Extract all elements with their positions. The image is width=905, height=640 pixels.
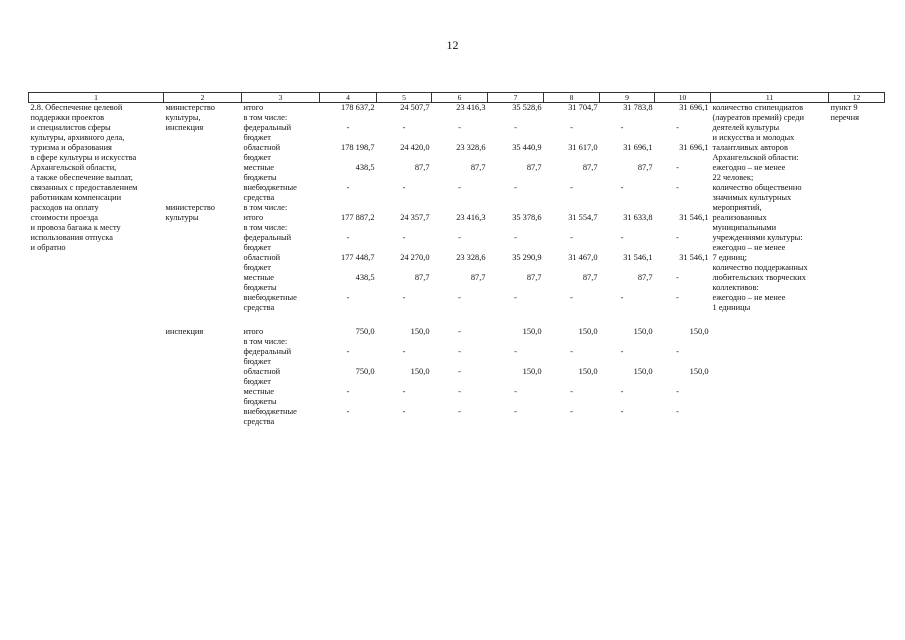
table-body — [29, 103, 885, 428]
amount-cell: 150,0 — [410, 327, 430, 336]
amount-cell — [655, 113, 711, 123]
amount-cell: 438,5 — [355, 163, 375, 172]
amount-cell: - — [402, 293, 406, 302]
funding-source-label: в том числе: — [243, 113, 288, 122]
amount-cell: - — [620, 183, 624, 192]
amount-cell: 23 328,6 — [456, 143, 486, 152]
amount-cell: 177 887,2 — [341, 213, 375, 222]
amount-cell: 31 696,1 — [679, 103, 709, 112]
amount-cell — [320, 223, 377, 233]
amount-cell: - — [458, 293, 461, 302]
amount-cell: - — [458, 367, 461, 376]
amount-cell: - — [402, 183, 406, 192]
amount-cell: 24 270,0 — [400, 253, 430, 262]
amount-cell — [488, 223, 544, 233]
amount-cell: 150,0 — [578, 327, 598, 336]
executor-cell: министерство культуры, инспекция — [165, 103, 215, 132]
executor-cell: инспекция — [165, 327, 204, 336]
amount-cell: 24 357,7 — [400, 213, 430, 222]
amount-cell: - — [514, 233, 517, 242]
amount-cell: - — [620, 233, 624, 242]
funding-source-label: внебюджетные средства — [243, 407, 297, 426]
amount-cell — [432, 223, 488, 233]
page-number: 12 — [446, 38, 459, 52]
funding-source-label: итого — [243, 327, 264, 336]
column-header: 9 — [600, 93, 655, 103]
amount-cell — [320, 113, 377, 123]
amount-cell — [377, 223, 432, 233]
measure-description: 2.8. Обеспечение целевой поддержки проектов и специалистов сферы культуры, архивного дела, туризма и образования в сфере культуры и искусства Архангельской области, а также обеспечение выплат, связанных с предоставлением работникам компенсации расходов на оплату стоимости проезда и провоза багажа к месту использования отпуска и обратно — [30, 103, 138, 252]
amount-cell — [544, 223, 600, 233]
funding-source-label: федеральный бюджет — [243, 347, 292, 366]
amount-cell: 35 378,6 — [512, 213, 542, 222]
amount-cell: 24 420,0 — [400, 143, 430, 152]
amount-cell: - — [514, 347, 517, 356]
amount-cell — [544, 337, 600, 347]
amount-cell: - — [570, 347, 573, 356]
amount-cell: 87,7 — [470, 163, 486, 172]
amount-cell — [600, 223, 655, 233]
amount-cell: 178 198,7 — [341, 143, 375, 152]
amount-cell: - — [346, 387, 350, 396]
amount-cell: - — [620, 347, 624, 356]
amount-cell: 31 554,7 — [568, 213, 598, 222]
amount-cell: - — [676, 183, 679, 192]
amount-cell — [377, 113, 432, 123]
amount-cell: - — [402, 387, 406, 396]
amount-cell — [320, 337, 377, 347]
amount-cell: - — [514, 407, 517, 416]
funding-source-label: внебюджетные средства — [243, 183, 297, 202]
funding-source-label: местные бюджеты — [243, 387, 277, 406]
amount-cell: - — [570, 183, 573, 192]
header-row — [29, 93, 885, 103]
funding-source-label: итого — [243, 213, 264, 222]
funding-source-label: областной бюджет — [243, 253, 281, 272]
funding-source-label: федеральный бюджет — [243, 233, 292, 252]
amount-cell: - — [402, 347, 406, 356]
amount-cell: - — [620, 293, 624, 302]
amount-cell — [544, 113, 600, 123]
column-header: 5 — [377, 93, 432, 103]
funding-source-label: внебюджетные средства — [243, 293, 297, 312]
amount-cell: 23 416,3 — [456, 213, 486, 222]
amount-cell — [377, 203, 432, 213]
funding-source-label: местные бюджеты — [243, 273, 277, 292]
column-header: 11 — [711, 93, 829, 103]
amount-cell: 438,5 — [355, 273, 375, 282]
amount-cell — [320, 203, 377, 213]
amount-cell: 150,0 — [689, 367, 709, 376]
amount-cell: 31 696,1 — [679, 143, 709, 152]
target-indicators: количество стипендиатов (лауреатов премий) среди деятелей культуры и искусства и молодых талантливых авторов Архангельской области: ежегодно – не менее 22 человек; количество общественно значимых культурных мероприятий, реализованных муниципальными учреждениями культуры: ежегодно – не менее 7 единиц; количество поддержанных любительских творческих коллективов: ежегодно – не менее 1 единицы — [712, 103, 808, 312]
amount-cell: 150,0 — [522, 327, 542, 336]
amount-cell: - — [676, 163, 679, 172]
amount-cell: - — [676, 123, 679, 132]
amount-cell: - — [570, 387, 573, 396]
column-header: 8 — [544, 93, 600, 103]
amount-cell: - — [676, 293, 679, 302]
reference-cell: пункт 9 перечня — [830, 103, 859, 122]
amount-cell: 87,7 — [582, 273, 598, 282]
executor-cell: министерство культуры — [165, 203, 215, 222]
amount-cell: - — [458, 387, 461, 396]
funding-source-label: итого — [243, 103, 264, 112]
funding-source-label: федеральный бюджет — [243, 123, 292, 142]
amount-cell: - — [570, 407, 573, 416]
amount-cell: 35 290,9 — [512, 253, 542, 262]
amount-cell: 150,0 — [578, 367, 598, 376]
amount-cell: 87,7 — [414, 163, 430, 172]
amount-cell — [377, 337, 432, 347]
measures-table — [28, 92, 885, 427]
funding-source-label: областной бюджет — [243, 367, 281, 386]
amount-cell: 35 440,9 — [512, 143, 542, 152]
amount-cell: - — [458, 327, 461, 336]
amount-cell: - — [458, 123, 461, 132]
amount-cell — [488, 337, 544, 347]
amount-cell: 150,0 — [410, 367, 430, 376]
amount-cell: 150,0 — [633, 327, 653, 336]
amount-cell: - — [346, 123, 350, 132]
amount-cell: 31 783,8 — [623, 103, 653, 112]
amount-cell: - — [458, 347, 461, 356]
amount-cell: 31 546,1 — [623, 253, 653, 262]
amount-cell — [655, 337, 711, 347]
amount-cell: 178 637,2 — [341, 103, 375, 112]
amount-cell: 31 704,7 — [568, 103, 598, 112]
amount-cell — [655, 223, 711, 233]
amount-cell: 31 696,1 — [623, 143, 653, 152]
amount-cell: - — [514, 123, 517, 132]
column-header: 2 — [164, 93, 242, 103]
column-header: 4 — [320, 93, 377, 103]
amount-cell: - — [620, 407, 624, 416]
amount-cell: 177 448,7 — [341, 253, 375, 262]
amount-cell: 150,0 — [522, 367, 542, 376]
column-header: 10 — [655, 93, 711, 103]
amount-cell: - — [514, 293, 517, 302]
amount-cell: 24 507,7 — [400, 103, 430, 112]
table-row — [29, 103, 885, 114]
amount-cell: 31 467,0 — [568, 253, 598, 262]
amount-cell — [432, 337, 488, 347]
amount-cell — [488, 203, 544, 213]
amount-cell: - — [402, 407, 406, 416]
amount-cell: 87,7 — [582, 163, 598, 172]
funding-source-label: в том числе: — [243, 337, 288, 346]
amount-cell: 31 617,0 — [568, 143, 598, 152]
column-header: 12 — [829, 93, 885, 103]
amount-cell: 87,7 — [637, 163, 653, 172]
amount-cell: - — [346, 233, 350, 242]
amount-cell: - — [676, 233, 679, 242]
amount-cell: - — [570, 233, 573, 242]
amount-cell: - — [458, 407, 461, 416]
amount-cell: - — [514, 183, 517, 192]
amount-cell — [600, 337, 655, 347]
amount-cell: - — [458, 233, 461, 242]
amount-cell: - — [402, 123, 406, 132]
amount-cell: 150,0 — [689, 327, 709, 336]
amount-cell: 87,7 — [526, 163, 542, 172]
amount-cell: 31 633,8 — [623, 213, 653, 222]
column-header: 7 — [488, 93, 544, 103]
amount-cell: 150,0 — [633, 367, 653, 376]
amount-cell: - — [570, 123, 573, 132]
amount-cell — [432, 113, 488, 123]
amount-cell — [432, 203, 488, 213]
amount-cell: - — [676, 407, 679, 416]
amount-cell: - — [676, 387, 679, 396]
funding-source-label: в том числе: — [243, 203, 288, 212]
funding-source-label: в том числе: — [243, 223, 288, 232]
amount-cell — [488, 113, 544, 123]
amount-cell: - — [346, 347, 350, 356]
amount-cell: - — [458, 183, 461, 192]
funding-source-label: местные бюджеты — [243, 163, 277, 182]
amount-cell: - — [620, 123, 624, 132]
column-header: 6 — [432, 93, 488, 103]
amount-cell: 87,7 — [637, 273, 653, 282]
amount-cell: - — [346, 407, 350, 416]
amount-cell: 87,7 — [526, 273, 542, 282]
amount-cell — [655, 203, 711, 213]
column-header: 1 — [29, 93, 164, 103]
amount-cell — [600, 113, 655, 123]
amount-cell — [544, 203, 600, 213]
amount-cell: 35 528,6 — [512, 103, 542, 112]
amount-cell: - — [676, 273, 679, 282]
amount-cell: 31 546,1 — [679, 253, 709, 262]
funding-source-label: областной бюджет — [243, 143, 281, 162]
amount-cell: 31 546,1 — [679, 213, 709, 222]
amount-cell: 23 328,6 — [456, 253, 486, 262]
amount-cell: - — [346, 293, 350, 302]
amount-cell: - — [402, 233, 406, 242]
amount-cell: 750,0 — [355, 327, 375, 336]
amount-cell: 23 416,3 — [456, 103, 486, 112]
amount-cell: - — [676, 347, 679, 356]
column-header: 3 — [242, 93, 320, 103]
amount-cell: 87,7 — [414, 273, 430, 282]
amount-cell — [600, 203, 655, 213]
amount-cell: - — [346, 183, 350, 192]
amount-cell: - — [570, 293, 573, 302]
amount-cell: 750,0 — [355, 367, 375, 376]
amount-cell: - — [514, 387, 517, 396]
amount-cell: 87,7 — [470, 273, 486, 282]
amount-cell: - — [620, 387, 624, 396]
